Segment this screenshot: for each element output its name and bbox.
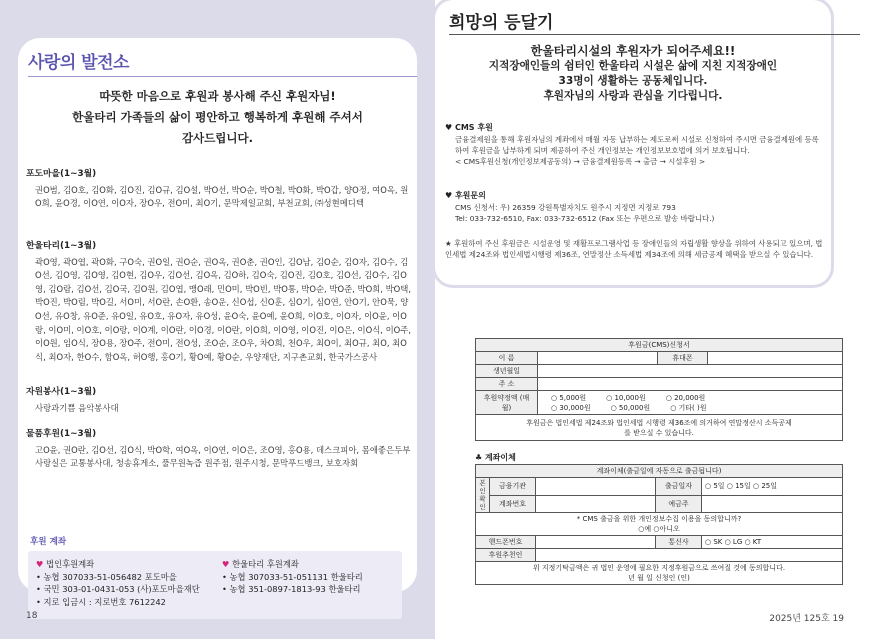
tax-note: ★ 후원하여 주신 후원금은 시설운영 및 재활프로그램사업 등 장애인들의 자립생활 향상을 위하여 사용되고 있으며, 법인세법 제24조와 법인세법시행령 제36조, 연말정산 소득세법 제34조에 의해 세금공제 혜택을 받으실 수 있습니다. xyxy=(445,239,823,259)
inquiry-section: ♥ 후원문의 CMS 신청서: 우) 26359 강원특별자치도 원주시 지정면 지정로 793 Tel: 033-732-6510, Fax: 033-732-6512 (Fax 또는 우편으로 발송 바랍니다.) xyxy=(445,191,715,223)
right-page xyxy=(435,0,870,639)
section-goods: 물품후원(1~3월) 고O윤, 권O란, 김O선, 김O식, 박O학, 여O옥, 이O연, 이O은, 조O영, 홍O용, 데스크피아, 몸애좋은두부사랑실은 교통봉사대, 청송휴게소, 풀무원녹즙 원주점, 원주시청, 문막푸드뱅크, 보호자회 xyxy=(26,429,411,469)
mobile-field[interactable] xyxy=(536,536,656,549)
consent-row[interactable]: * CMS 출금을 위한 개인정보수집 이용을 동의합니까? ○예 ○아니오 xyxy=(476,513,843,536)
heart-icon: ♥ xyxy=(222,559,230,569)
page-number: 18 xyxy=(26,611,38,621)
account-transfer-table: 계좌이체(출금일에 자동으로 출금됩니다) 본인 확인 금융기관 출금일자 ○ 5일 ○ 15일 ○ 25일 계좌번호 예금주 * CMS 출금을 위한 개인정보수집 이용을 동의합니까? ○예 ○아니오 핸드폰번호 통신사 ○ SK ○ LG ○ KT 후원추천인 위 지정기탁금액은 귀 법인 운영에 필요한 지정후원금으로 쓰여질 것에 동의합니다. 년 월 일 신청인 (인) xyxy=(475,464,843,585)
sponsor-info-card xyxy=(435,0,831,285)
appeal-heading: 한울타리시설의 후원자가 되어주세요!! 지적장애인들의 쉼터인 한울타리 시설은 삶에 지친 지적장애인 33명이 생활하는 공동체입니다. 후원자님의 사랑과 관심을 기다립니다. xyxy=(488,44,778,102)
title-divider xyxy=(28,76,417,77)
cms-form-table: 후원금(CMS)신청서 이 름 휴대폰 생년월일 주 소 후원약정액 (매월) ○ 5,000원 ○ 10,000원 ○ 20,000원 ○ 30,000원 ○ 50,000원 ○ 기타( )원 후원금은 법인세법 제24조와 법인세법 시행령 제36조에 의거하여 연말정산시 소득공제를 받으실 수 있습니다. xyxy=(475,338,843,441)
page-title: 사랑의 발전소 xyxy=(28,53,129,73)
agreement-row: 위 지정기탁금액은 귀 법인 운영에 필요한 지정후원금으로 쓰여질 것에 동의합니다. 년 월 일 신청인 (인) xyxy=(476,562,843,585)
account-transfer-heading: ♣ 계좌이체 xyxy=(475,453,516,462)
heart-icon: ♥ xyxy=(36,559,44,569)
hanultari-account: ♥ 한울타리 후원계좌 • 농협 307033-51-051131 한울타리 • 농협 351-0897-1813-93 한울타리 xyxy=(222,559,363,595)
donor-thanks-card xyxy=(18,38,417,607)
thanks-message: 따뜻한 마음으로 후원과 봉사해 주신 후원자님! 한울타리 가족들의 삶이 평안하고 행복하게 후원해 주셔서 감사드립니다. xyxy=(72,89,363,145)
phone-field[interactable] xyxy=(708,352,843,365)
birth-field[interactable] xyxy=(538,365,843,378)
withdraw-date-options[interactable]: ○ 5일 ○ 15일 ○ 25일 xyxy=(702,478,843,496)
holder-field[interactable] xyxy=(702,495,843,513)
section-hanultari: 한울타리(1~3월) 곽O영, 곽O엽, 곽O화, 구O숙, 권O일, 권O순, 권O옥, 권O춘, 권O인, 김O남, 김O순, 김O자, 김O수, 김O선, 김O영, 김O영, 김O현, 김O우, 김O선, 김O옥, 김O하, 김O숙, 김O진, 김O호, 김O선, 김O수, 김O영, 김O람, 김O선, 김O국, 김O원, 김O엽, 맹O래, 민O미, 박O빈, 박O통, 박O순, 박O준, 박O희, 박O택, 박O진, 박O림, 박O길, 서O미, 서O란, 손O환, 송O운, 신O섭, 신O훈, 심O기, 심O연, 안O기, 안O묵, 양O선, 유O창, 유O준, 유O일, 유O호, 유O자, 유O성, 윤O숙, 윤O예, 윤O희, 이O호, 이O자, 이O윤, 이O랑, 이O미, 이O호, 이O랑, 이O계, 이O란, 이O경, 이O란, 이O희, 이O영, 이O진, 이O은, 이O식, 이O주, 이O원, 임O식, 장O용, 장O주, 전O미, 전O성, 조O순, 조O우, 차O희, 천O우, 최O이, 최O규, 최O, 최O식, 최O자, 한O수, 함O옥, 허O행, 홍O기, 황O예, 황O순, 우양재단, 지구촌교회, 한국가스공사 xyxy=(26,241,412,362)
corp-account: ♥ 법인후원계좌 • 농협 307033-51-056482 포도마을 • 국민 303-01-0431-053 (사)포도마을재단 • 지로 입금시 : 지로번호 7612242 xyxy=(36,559,200,607)
title-divider xyxy=(449,34,860,35)
section-volunteer: 자원봉사(1~3월) 사랑과기쁨 음악봉사대 xyxy=(26,387,119,413)
name-field[interactable] xyxy=(538,352,658,365)
page-number: 2025년 125호 19 xyxy=(769,614,844,624)
carrier-options[interactable]: ○ SK ○ LG ○ KT xyxy=(702,536,843,549)
recommender-field[interactable] xyxy=(536,549,843,562)
form-title: 후원금(CMS)신청서 xyxy=(476,339,843,352)
account-number-field[interactable] xyxy=(536,495,656,513)
account-box xyxy=(28,551,402,619)
cms-section: ♥ CMS 후원 금융결제원을 통해 후원자님의 계좌에서 매월 자동 납부하는 제도로써 시설로 신청하여 주시면 금융결제원에 등록하여 후원금을 납부하게 되며 제공하여 주신 개인정보는 개인정보보호법에 의거 보호됩니다. < CMS후원신청(개인정보제공동의) → 금융결제원등록 → 출금 → 시설후원 > xyxy=(445,123,819,166)
bank-field[interactable] xyxy=(536,478,656,496)
section-podo: 포도마을(1~3월) 권O범, 김O호, 김O화, 김O진, 김O규, 김O설, 박O선, 박O순, 박O철, 박O화, 박O갑, 양O정, 여O옥, 원O희, 윤O경, 이O연, 이O자, 장O우, 전O미, 최O기, 문막제일교회, 부천교회, ㈜성현메디텍 xyxy=(26,169,409,209)
account-label: 후원 계좌 xyxy=(30,537,67,547)
amount-options[interactable]: ○ 5,000원 ○ 10,000원 ○ 20,000원 ○ 30,000원 ○ 50,000원 ○ 기타( )원 xyxy=(538,391,843,415)
address-field[interactable] xyxy=(538,378,843,391)
page-title: 희망의 등달기 xyxy=(449,13,554,33)
